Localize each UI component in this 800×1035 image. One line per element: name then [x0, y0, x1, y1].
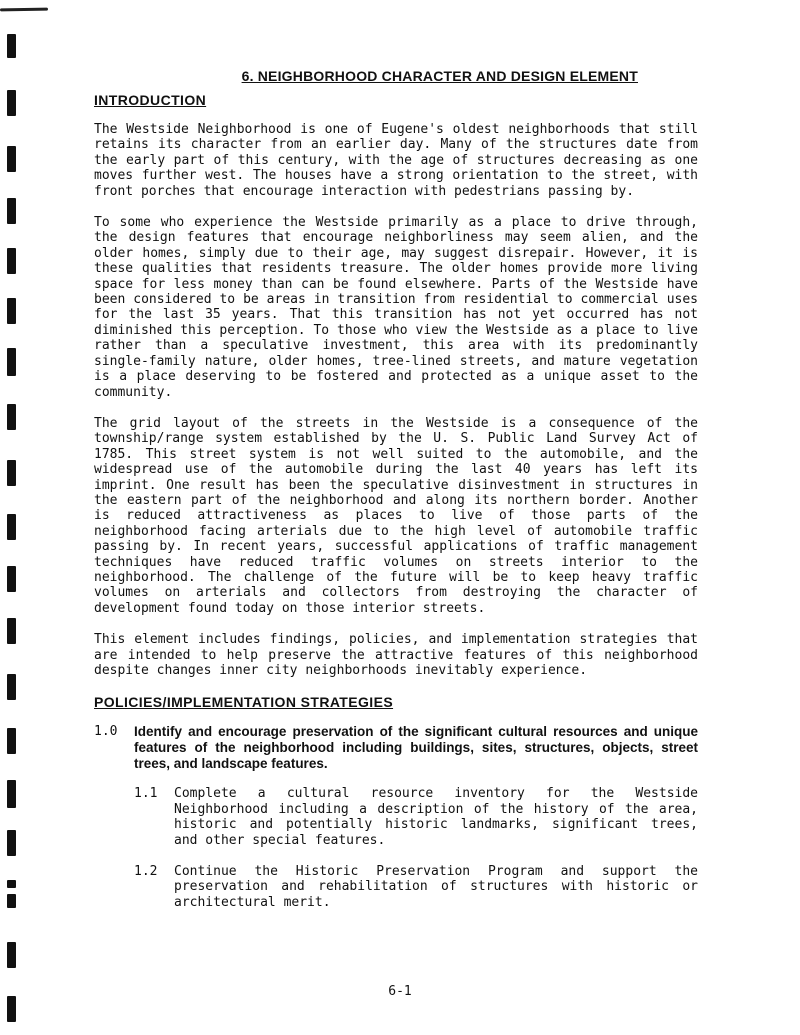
strategy-text: Complete a cultural resource inventory for the Westside Neighborhood including a description of the history of the area, historic and potentially historic landmarks, significant trees, and other special features.: [174, 786, 698, 848]
binder-mark: [7, 90, 16, 116]
binder-mark: [7, 780, 16, 808]
binder-mark: [7, 348, 16, 376]
paragraph: The Westside Neighborhood is one of Eugene's oldest neighborhoods that still retains its character from an earlier day. Many of the structures date from the early part of this century, with the age of structures decreasing as one moves further west. The houses have a strong orientation to the street, with front porches that encourage interaction with pedestrians passing by.: [94, 122, 698, 199]
binder-mark: [7, 198, 16, 224]
paragraph: The grid layout of the streets in the Westside is a consequence of the township/range system established by the U. S. Public Land Survey Act of 1785. This street system is not well suited to the automobile, and the widespread use of the automobile during the last 40 years has left its imprint. One result has been the speculative disinvestment in structures in the eastern part of the neighborhood and along its northern border. Another is reduced attractiveness as places to live of those parts of the neighborhood facing arterials due to the high level of automobile traffic passing by. In recent years, successful applications of traffic management techniques have reduced traffic volumes on streets interior to the neighborhood. The challenge of the future will be to keep heavy traffic volumes on arterials and collectors from destroying the character of development found today on those interior streets.: [94, 415, 698, 616]
strategy-text: Continue the Historic Preservation Program and support the preservation and rehabilitation of structures with historic or architectural merit.: [174, 864, 698, 910]
binder-mark: [7, 146, 16, 172]
strategy-number: 1.1: [134, 786, 158, 802]
binder-mark: [7, 880, 16, 888]
policies-heading: POLICIES/IMPLEMENTATION STRATEGIES: [94, 694, 394, 711]
binder-mark: [7, 830, 16, 856]
page-number: 6-1: [388, 984, 412, 999]
document-title: 6. NEIGHBORHOOD CHARACTER AND DESIGN ELEMENT: [241, 68, 638, 84]
introduction-heading: INTRODUCTION: [94, 92, 207, 108]
policy-item: [94, 724, 698, 772]
binder-mark: [7, 996, 16, 1022]
binder-mark: [7, 894, 16, 908]
binder-mark: [7, 618, 16, 644]
policy-text: Identify and encourage preservation of the significant cultural resources and unique features of the neighborhood including buildings, sites, structures, objects, street trees, and landscape features.: [134, 724, 698, 772]
paragraph: To some who experience the Westside primarily as a place to drive through, the design features that encourage neighborliness may seem alien, and the older homes, simply due to their age, may suggest disrepair. However, it is these qualities that residents treasure. The older homes provide more living space for less money than can be found elsewhere. Parts of the Westside have been considered to be areas in transition from residential to commercial uses for the last 35 years. That this transition has not yet occurred has not diminished this perception. To those who view the Westside as a place to live rather than a speculative investment, this area with its predominantly single-family nature, older homes, tree-lined streets, and mature vegetation is a place deserving to be fostered and protected as a unique asset to the community.: [94, 215, 698, 400]
paragraph: This element includes findings, policies, and implementation strategies that are intended to help preserve the attractive features of this neighborhood despite changes inner city neighborhoods inevitably experience.: [94, 632, 698, 678]
binder-mark: [7, 514, 16, 540]
strategy-item: [134, 786, 698, 848]
binder-mark: [7, 942, 16, 968]
binder-mark: [7, 298, 16, 324]
policy-number: 1.0: [94, 724, 118, 740]
strategy-number: 1.2: [134, 864, 158, 880]
binder-mark: [7, 34, 16, 58]
binder-mark: [7, 248, 16, 274]
binder-mark: [7, 460, 16, 486]
binder-mark: [7, 566, 16, 592]
binder-hole-strip: [0, 0, 20, 1035]
binder-mark: [7, 674, 16, 700]
document-page: [94, 68, 698, 926]
binder-mark: [7, 404, 16, 430]
strategy-item: [134, 864, 698, 910]
binder-mark: [7, 728, 16, 754]
